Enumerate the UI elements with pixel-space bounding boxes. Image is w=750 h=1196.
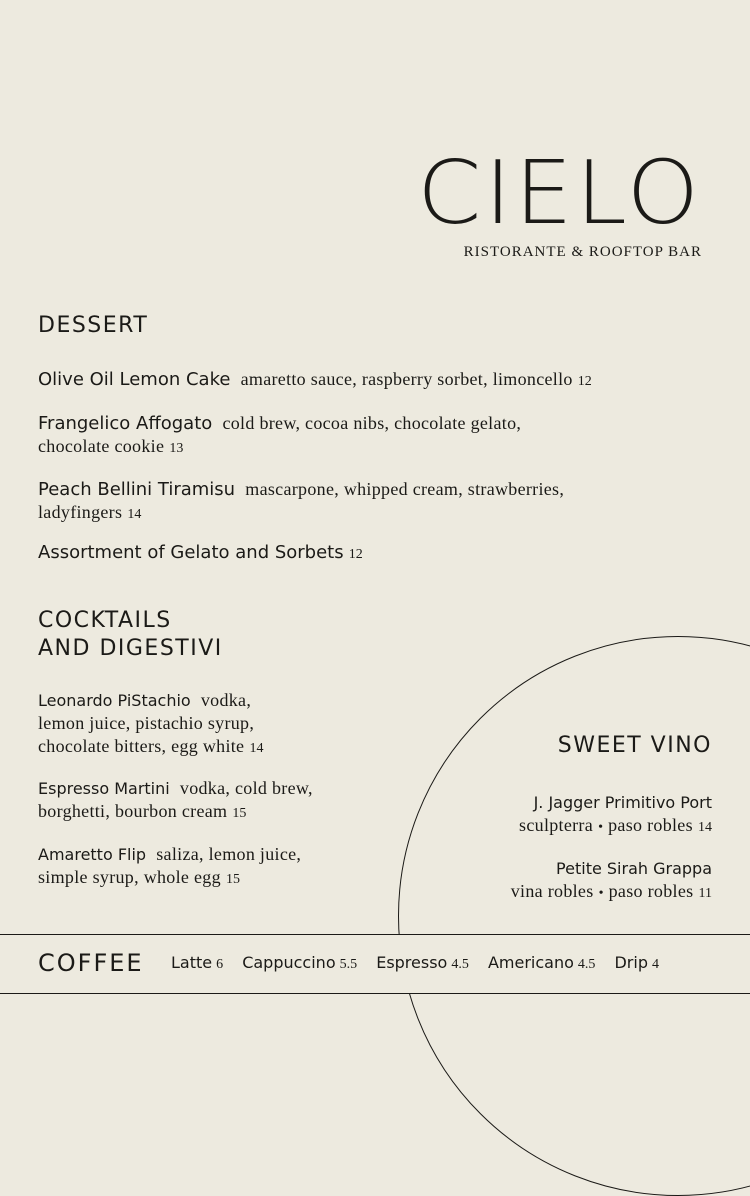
item-name: Espresso xyxy=(376,953,448,972)
wine-item xyxy=(511,857,712,905)
logo-wordmark: CIELO xyxy=(417,142,702,245)
dessert-item xyxy=(38,542,363,566)
wine-producer: sculpterra xyxy=(519,815,594,835)
bullet-separator: • xyxy=(598,820,604,835)
item-price: 11 xyxy=(698,886,712,901)
cocktail-item xyxy=(38,843,368,891)
coffee-list xyxy=(171,953,673,973)
item-price: 4.5 xyxy=(577,957,596,972)
wine-producer: vina robles xyxy=(510,881,594,901)
item-price: 6 xyxy=(216,957,224,972)
logo-tagline: RISTORANTE & ROOFTOP BAR xyxy=(463,244,702,260)
coffee-item xyxy=(171,953,223,973)
coffee-bar xyxy=(0,934,750,994)
cocktails-title-line1: COCKTAILS xyxy=(38,608,172,633)
dessert-section-title: DESSERT xyxy=(38,313,149,338)
item-description-continued: simple syrup, whole egg xyxy=(38,867,221,887)
item-description: vodka, cold brew, xyxy=(179,778,313,798)
coffee-item xyxy=(376,953,469,973)
item-price: 15 xyxy=(225,872,240,887)
cocktails-title-line2: AND DIGESTIVI xyxy=(38,636,223,661)
sweet-vino-section-title: SWEET VINO xyxy=(557,733,712,758)
wine-region: paso robles xyxy=(608,881,694,901)
item-description-continued: borghetti, bourbon cream xyxy=(38,801,228,821)
item-price: 15 xyxy=(232,806,247,821)
item-name: Amaretto Flip xyxy=(38,845,147,864)
item-name: Petite Sirah Grappa xyxy=(556,859,712,878)
restaurant-logo xyxy=(417,142,702,261)
item-name: Americano xyxy=(487,953,574,972)
item-name: Peach Bellini Tiramisu xyxy=(38,479,236,500)
dessert-item xyxy=(38,368,592,393)
item-price: 12 xyxy=(348,547,363,562)
item-name: Cappuccino xyxy=(242,953,336,972)
item-description-continued: chocolate bitters, egg white xyxy=(38,736,245,756)
item-name: Drip xyxy=(614,953,648,972)
item-description: cold brew, cocoa nibs, chocolate gelato, xyxy=(222,413,522,433)
cocktails-section-title xyxy=(38,607,223,663)
item-price: 14 xyxy=(698,820,712,835)
cocktail-item xyxy=(38,689,368,760)
coffee-item xyxy=(242,953,357,973)
item-price: 13 xyxy=(169,441,184,456)
item-description: amaretto sauce, raspberry sorbet, limoncello xyxy=(240,369,573,389)
item-description: saliza, lemon juice, xyxy=(156,844,302,864)
item-name: Latte xyxy=(171,953,213,972)
item-description: mascarpone, whipped cream, strawberries, xyxy=(245,479,565,499)
bullet-separator: • xyxy=(598,886,604,901)
item-name: Espresso Martini xyxy=(38,779,170,798)
item-price: 14 xyxy=(127,507,142,522)
cocktail-item xyxy=(38,777,368,825)
item-price: 4 xyxy=(651,957,659,972)
item-name: Frangelico Affogato xyxy=(38,413,213,434)
item-name: J. Jagger Primitivo Port xyxy=(533,793,712,812)
wine-item xyxy=(519,791,712,839)
item-description-continued: chocolate cookie xyxy=(38,436,165,456)
wine-region: paso robles xyxy=(608,815,693,835)
item-price: 4.5 xyxy=(451,957,469,972)
coffee-item xyxy=(614,953,659,973)
dessert-item xyxy=(38,478,564,526)
dessert-item xyxy=(38,412,521,460)
item-price: 5.5 xyxy=(339,957,358,972)
item-price: 14 xyxy=(249,741,264,756)
item-name: Olive Oil Lemon Cake xyxy=(38,369,231,390)
item-name: Assortment of Gelato and Sorbets xyxy=(38,542,344,563)
coffee-section-title: COFFEE xyxy=(38,949,144,977)
decorative-circle xyxy=(398,636,750,1196)
item-name: Leonardo PiStachio xyxy=(38,691,191,710)
item-description-continued: ladyfingers xyxy=(38,502,123,522)
coffee-item xyxy=(488,953,595,973)
item-description-continued: lemon juice, pistachio syrup, xyxy=(38,713,255,733)
item-description: vodka, xyxy=(200,690,252,710)
item-price: 12 xyxy=(577,374,592,389)
